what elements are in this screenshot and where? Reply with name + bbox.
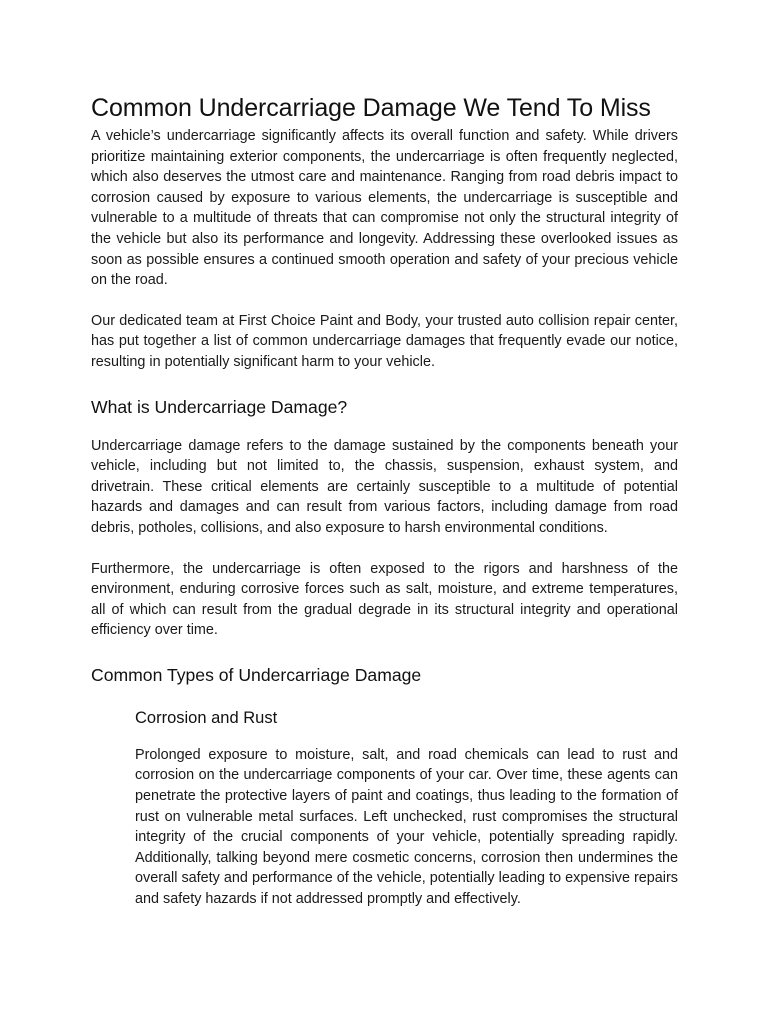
document-title: Common Undercarriage Damage We Tend To Miss (91, 94, 651, 122)
subsection-heading-corrosion: Corrosion and Rust (135, 708, 278, 727)
paragraph-gap (91, 539, 678, 559)
intro-paragraph-1: A vehicle’s undercarriage significantly affects its overall function and safety. While drivers prioritize maintaining exterior components, the undercarriage is often frequently neglected, which also deserves the utmost care and maintenance. Ranging from road debris impact to corrosion caused by exposure to various elements, the undercarriage is susceptible and vulnerable to a multitude of threats that can compromise not only the structural integrity of the vehicle but also its performance and longevity. Addressing these overlooked issues as soon as possible ensures a continued smooth operation and safety of your precious vehicle on the road. (91, 128, 678, 289)
document-page (91, 92, 678, 910)
what-is-paragraph-1: Undercarriage damage refers to the damage sustained by the components beneath your vehicle, including but not limited to, the chassis, suspension, exhaust system, and drivetrain. These critical elements are certainly susceptible to a multitude of potential hazards and damages and can result from various factors, including damage from road debris, potholes, collisions, and also exposure to harsh environmental conditions. (91, 437, 678, 536)
section-heading-common-types: Common Types of Undercarriage Damage (91, 664, 422, 685)
section-heading-what-is: What is Undercarriage Damage? (91, 396, 348, 417)
corrosion-paragraph: Prolonged exposure to moisture, salt, and road chemicals can lead to rust and corrosion on the undercarriage components of your car. Over time, these agents can penetrate the protective layers of paint and coatings, thus leading to the formation of rust on vulnerable metal surfaces. Left unchecked, rust compromises the structural integrity of the crucial components of your vehicle, potentially spreading rapidly. Additionally, talking beyond mere cosmetic concerns, corrosion then undermines the overall safety and performance of the vehicle, potentially leading to expensive repairs and safety hazards if not addressed promptly and effectively. (135, 746, 678, 908)
subsection-corrosion (135, 707, 678, 910)
paragraph-gap (91, 291, 678, 311)
intro-paragraph-2: Our dedicated team at First Choice Paint and Body, your trusted auto collision repair center, has put together a list of common undercarriage damages that frequently evade our notice, resulting in potentially significant harm to your vehicle. (91, 312, 678, 370)
what-is-paragraph-2: Furthermore, the undercarriage is often exposed to the rigors and harshness of the environment, enduring corrosive forces such as salt, moisture, and extreme temperatures, all of which can result from the gradual degrade in its structural integrity and operational efficiency over time. (91, 560, 678, 639)
